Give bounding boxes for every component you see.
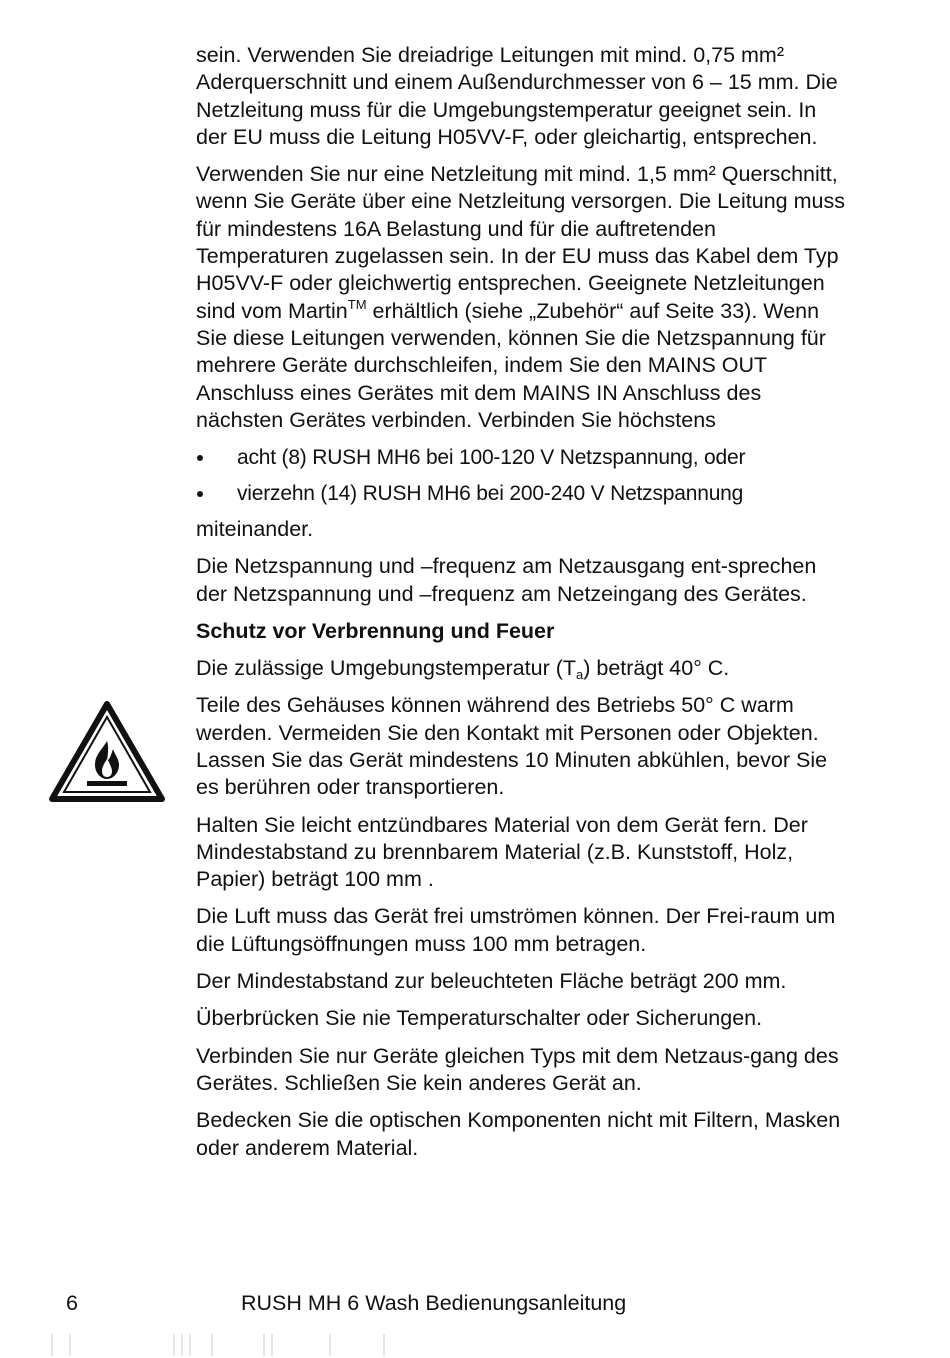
footer-title: RUSH MH 6 Wash Bedienungsanleitung [241,1291,627,1315]
power-chain-text-2: erhältlich (siehe „Zubehör“ auf Seite 33). Wenn Sie diese Leitungen verwenden, können Sie die Netzspannung für mehrere Geräte durchschleifen, indem Sie den MAINS OUT Anschluss eines Gerätes mit dem MAINS IN Anschluss des nächsten Gerätes verbinden. Verbinden Sie höchstens [196,298,826,432]
bullet-list [196,444,846,507]
flammable-warning-icon [49,701,165,803]
paragraph-no-cover: Bedecken Sie die optischen Komponenten nicht mit Filtern, Masken oder anderem Material. [196,1108,841,1160]
list-item [196,480,846,507]
ambient-temp-text-2: ) beträgt 40° C. [583,656,730,681]
list-item-text: acht (8) RUSH MH6 bei 100-120 V Netzspannung, oder [237,446,746,470]
paragraph-flammable-material: Halten Sie leicht entzündbares Material von dem Gerät fern. Der Mindestabstand zu brennbarem Material (z.B. Kunststoff, Holz, Papier) beträgt 100 mm . [196,812,808,892]
list-item [196,444,846,471]
paragraph-power-chain [196,161,846,434]
bullet-icon [197,455,203,461]
paragraph-min-distance: Der Mindestabstand zur beleuchteten Fläche beträgt 200 mm. [196,969,787,994]
section-heading-fire: Schutz vor Verbrennung und Feuer [196,619,555,644]
ambient-temp-text-1: Die zulässige Umgebungstemperatur (T [196,656,576,681]
paragraph-airflow: Die Luft muss das Gerät frei umströmen können. Der Frei-raum um die Lüftungsöffnungen muss 100 mm betragen. [196,904,836,956]
manual-content [196,42,846,1172]
trademark-mark: TM [347,296,367,312]
paragraph-housing-heat: Teile des Gehäuses können während des Betriebs 50° C warm werden. Vermeiden Sie den Kontakt mit Personen oder Objekten. Lassen Sie das Gerät mindestens 10 Minuten abkühlen, bevor Sie es berühren oder transportieren. [196,693,828,800]
paragraph-together: miteinander. [196,517,314,542]
paragraph-ambient-temp [196,655,846,682]
page-number: 6 [66,1291,78,1315]
subscript-a: a [576,667,584,683]
bullet-icon [197,491,203,497]
power-chain-text-1: Verwenden Sie nur eine Netzleitung mit mind. 1,5 mm² Querschnitt, wenn Sie Geräte über eine Netzleitung versorgen. Die Leitung muss für mindestens 16A Belastung und für die auftretenden Temperaturen zugelassen sein. In der EU muss das Kabel dem Typ H05VV-F oder gleichwertig entsprechen. Geeignete Netzleitungen sind vom Martin [196,162,845,323]
scan-artifact-marks [40,1332,460,1358]
list-item-text: vierzehn (14) RUSH MH6 bei 200-240 V Netzspannung [237,482,744,506]
paragraph-no-bypass: Überbrücken Sie nie Temperaturschalter oder Sicherungen. [196,1006,763,1031]
paragraph-connect-same-type: Verbinden Sie nur Geräte gleichen Typs mit dem Netzaus-gang des Gerätes. Schließen Sie kein anderes Gerät an. [196,1043,839,1095]
paragraph-cable-spec: sein. Verwenden Sie dreiadrige Leitungen mit mind. 0,75 mm² Aderquerschnitt und einem Außendurchmesser von 6 – 15 mm. Die Netzleitung muss für die Umgebungstemperatur geeignet sein. In der EU muss die Leitung H05VV-F, oder gleichartig, entsprechen. [196,43,838,149]
paragraph-mains-output: Die Netzspannung und –frequenz am Netzausgang ent-sprechen der Netzspannung und –frequenz am Netzeingang des Gerätes. [196,554,817,606]
